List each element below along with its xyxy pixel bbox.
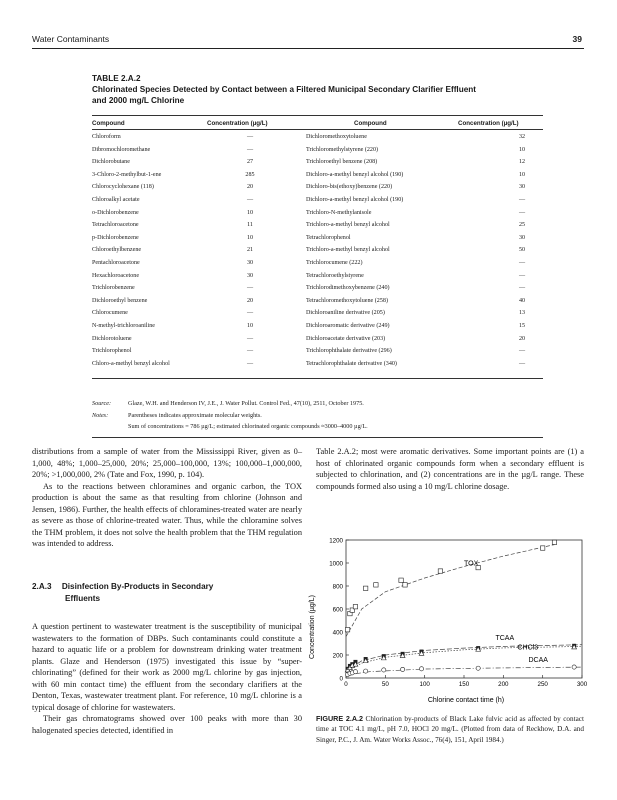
right-column	[316, 446, 584, 492]
table-row	[92, 247, 543, 260]
col-header-concentration-1: Concentration (µg/L)	[207, 120, 268, 127]
table-title-line1: Chlorinated Species Detected by Contact between a Filtered Municipal Secondary Clarifier Effluent	[92, 85, 476, 94]
data-point-dcaa	[419, 667, 423, 671]
table-cell-compound-b: Tetrachloromethoxytoluene (258)	[306, 297, 388, 304]
figure-label: FIGURE 2.A.2	[316, 714, 364, 723]
table-row	[92, 235, 543, 248]
data-point-dcaa	[476, 666, 480, 670]
table-cell-compound-b: Trichlorophthalate derivative (296)	[306, 348, 392, 355]
table-cell-concentration-a: —	[246, 335, 254, 342]
table-cell-compound-b: Trichlorocumene (222)	[306, 259, 363, 266]
x-tick-label: 100	[419, 681, 430, 688]
figure-caption-text: Chlorination by-products of Black Lake fulvic acid as affected by contact time at TOC 4.1 mg/L, pH 7.0, HOCl 20 mg/L. (Plotted from data of Reckhow, D.A. and Singer, P.C., J. Am. Water Works Assoc., 76(4), 151, April 1984.)	[316, 715, 584, 744]
table-cell-concentration-a: 10	[246, 209, 254, 216]
table-cell-compound-a: Dichloroethyl benzene	[92, 297, 148, 304]
table-cell-compound-b: Tetrachlorophthalate derivative (340)	[306, 360, 397, 367]
y-tick-label: 800	[332, 583, 343, 591]
table-row	[92, 285, 543, 298]
table-cell-compound-b: Dichloroacetate derivative (203)	[306, 335, 386, 342]
x-tick-label: 300	[576, 681, 588, 688]
table-cell-compound-a: Chloro-a-methyl benzyl alcohol	[92, 360, 170, 367]
table-cell-compound-a: N-methyl-trichloroaniline	[92, 322, 155, 329]
data-point-tox	[399, 578, 403, 582]
table-cell-compound-b: Trichlorodimethoxybenzene (240)	[306, 285, 390, 292]
table-row	[92, 260, 543, 273]
table-cell-compound-a: Chloroalkyl acetate	[92, 196, 140, 203]
series-line-tox	[346, 545, 555, 637]
table-bottom-rule	[92, 378, 543, 379]
running-header	[0, 0, 617, 58]
table-row	[92, 159, 543, 172]
table-row	[92, 134, 543, 147]
table-cell-concentration-b: 20	[518, 335, 526, 342]
figure-caption	[316, 714, 584, 745]
table-cell-compound-a: Chlorocyclohexane (118)	[92, 184, 154, 191]
source-label: Source:	[92, 400, 112, 407]
table-cell-concentration-b: —	[518, 348, 526, 355]
x-tick-label: 50	[381, 681, 389, 688]
left-para-1: distributions from a sample of water from the Mississippi River, given as 0–1,000, 48%; 1,000–25,000, 20%; 25,000–100,000, 13%; 100,000–1,000,000, 20%; >1,000,000, 2% (Tate and Fox, 1990, p. 104).	[32, 447, 302, 480]
table-cell-compound-a: Dichlorotoluene	[92, 335, 132, 342]
table-cell-concentration-b: —	[518, 285, 526, 292]
data-point-tox	[374, 583, 378, 587]
left-para-4: Their gas chromatograms showed over 100 peaks with more than 30 halogenated species detected, identified in	[32, 714, 302, 735]
table-cell-concentration-a: 30	[246, 259, 254, 266]
section-title-line1: Disinfection By-Products in Secondary	[61, 582, 214, 591]
table-title-line2: and 2000 mg/L Chlorine	[92, 95, 185, 105]
table-cell-concentration-a: —	[246, 348, 254, 355]
table-row	[92, 184, 543, 197]
table-cell-concentration-b: —	[518, 209, 526, 216]
table-row	[92, 298, 543, 311]
table-cell-concentration-a: —	[246, 310, 254, 317]
y-tick-label: 400	[332, 629, 343, 637]
running-title: Water Contaminants	[32, 34, 110, 44]
note-2: Sum of concentrations = 786 µg/L; estimated chlorinated organic compounds ≈3000–4000 µg/L.	[128, 423, 368, 430]
table-cell-compound-b: Trichloro-N-methylanisole	[306, 209, 372, 216]
table-cell-compound-a: Tetrachloroacetone	[92, 222, 139, 229]
page-number: 39	[572, 34, 582, 44]
table-cell-compound-b: Trichloroethyl benzene (208)	[306, 159, 378, 166]
right-para-1: Table 2.A.2; most were aromatic derivatives. Some important points are (1) a host of chlorinated organic compounds form when a secondary effluent is subjected to chlorination, and (2) concentrations are in the µg/L range. These compounds formed also using a 10 mg/L chlorine dosage.	[316, 447, 584, 491]
table-cell-compound-b: Dichloroaniline derivative (205)	[306, 310, 385, 317]
table-cell-concentration-a: —	[246, 285, 254, 292]
header-rule	[32, 48, 584, 49]
section-heading	[32, 581, 302, 605]
table-row	[92, 172, 543, 185]
table-cell-concentration-b: —	[518, 196, 526, 203]
table-row	[92, 197, 543, 210]
data-point-tox	[552, 540, 556, 544]
table-row	[92, 147, 543, 160]
col-header-compound-1: Compound	[92, 120, 125, 127]
table-row	[92, 348, 543, 361]
table-cell-compound-b: Trichloro-a-methyl benzyl alcohol	[306, 222, 390, 229]
table-cell-compound-b: Trichloro-a-methyl benzyl alcohol	[306, 247, 390, 254]
series-label-tcaa: TCAA	[495, 635, 515, 643]
table-cell-concentration-b: 13	[518, 310, 526, 317]
table-cell-concentration-a: 11	[247, 222, 253, 229]
table-cell-compound-a: Trichlorobenzene	[92, 285, 135, 292]
table-cell-compound-a: Pentachloroacetone	[92, 259, 140, 266]
table-cell-compound-a: Trichlorophenol	[92, 348, 132, 355]
table-row	[92, 310, 543, 323]
table-cell-compound-b: Dichloroaromatic derivative (249)	[306, 322, 390, 329]
table-cell-compound-b: Tetrachlorophenol	[306, 234, 351, 241]
table-cell-compound-a: 3-Chloro-2-methylbut-1-ene	[92, 171, 162, 178]
table-cell-compound-a: Chloroethylbenzene	[92, 247, 142, 254]
table-cell-concentration-b: 10	[518, 171, 526, 178]
y-axis-label: Concentration (µg/L)	[309, 595, 316, 659]
left-para-3: A question pertinent to wastewater treatment is the susceptibility of municipal wastewaters to the formation of DBPs. Such contaminants could constitute a hazard to aquatic life or a problem for downstream drinking water treatment plants. Glaze and Henderson (1975) investigated this issue by “super-chlorinating” (defined for their work as 2000 mg/L chlorine by gas injection, with 60 min contact time) the effluent from the secondary clarifiers at the Denton, Texas, wastewater treatment plant. For reference, 10 mg/L chlorine is a typical dosage of chlorine for wastewaters.	[32, 622, 302, 712]
table-cell-concentration-a: —	[246, 146, 254, 153]
table-cell-compound-a: Dibromochloromethane	[92, 146, 151, 153]
table-body	[92, 134, 543, 373]
table-cell-concentration-b: 32	[518, 134, 526, 140]
table-cell-concentration-a: 30	[246, 272, 254, 279]
table-cell-concentration-a: —	[246, 360, 254, 367]
notes-label: Notes:	[92, 411, 109, 419]
table-cell-concentration-b: 15	[518, 322, 526, 329]
left-column	[32, 446, 302, 550]
table-cell-compound-b: Dichloro-a-methyl benzyl alcohol (190)	[306, 171, 404, 178]
table-cell-concentration-a: 27	[246, 159, 254, 166]
figure-chart	[306, 528, 586, 708]
table-row	[92, 273, 543, 286]
table-cell-concentration-a: —	[246, 196, 254, 203]
note-1: Parentheses indicates approximate molecular weights.	[128, 411, 262, 419]
y-tick-label: 1200	[329, 537, 343, 545]
table-top-rule	[92, 115, 543, 116]
table-cell-concentration-b: 25	[518, 222, 526, 229]
data-point-dcaa	[572, 665, 576, 669]
table-cell-compound-b: Dichloro-bis(ethoxy)benzene (220)	[306, 184, 393, 191]
y-tick-label: 1000	[329, 560, 343, 568]
table-cell-compound-a: o-Dichlorobenzene	[92, 209, 139, 216]
x-tick-label: 200	[498, 681, 509, 688]
table-row	[92, 210, 543, 223]
table-row	[92, 222, 543, 235]
table-title	[92, 85, 543, 107]
table-cell-concentration-a: 21	[246, 247, 254, 254]
table-cell-concentration-a: 10	[246, 322, 254, 329]
table-row	[92, 361, 543, 374]
table-cell-compound-a: Dichlorobutane	[92, 159, 130, 166]
section-number: 2.A.3	[32, 582, 52, 591]
data-point-dcaa	[353, 670, 357, 674]
col-header-concentration-2: Concentration (µg/L)	[458, 120, 519, 127]
table-cell-concentration-b: 30	[518, 234, 526, 241]
data-point-tox	[353, 605, 357, 609]
y-tick-label: 600	[332, 606, 343, 614]
table-cell-compound-b: Dichloro-a-methyl benzyl alcohol (190)	[306, 196, 404, 203]
table-cell-concentration-b: 40	[518, 297, 526, 304]
table-row	[92, 336, 543, 349]
table-cell-compound-a: Hexachloroacetone	[92, 272, 140, 279]
table-cell-concentration-b: 50	[518, 247, 526, 254]
series-label-chcl3: CHCl3	[517, 644, 539, 652]
table-cell-concentration-b: 12	[518, 159, 526, 166]
table-cell-compound-a: Chlorocumene	[92, 310, 128, 317]
series-label-dcaa: DCAA	[528, 656, 548, 664]
table-cell-concentration-a: 20	[246, 297, 254, 304]
table-cell-concentration-b: 10	[518, 146, 526, 153]
x-tick-label: 0	[344, 681, 348, 688]
data-point-tox	[363, 586, 367, 590]
table-cell-compound-b: Trichloromethylstyrene (220)	[306, 146, 379, 153]
data-point-dcaa	[382, 668, 386, 672]
table-end-rule	[92, 437, 543, 438]
data-point-dcaa	[401, 667, 405, 671]
table-2a2	[92, 74, 543, 430]
left-para-2: As to the reactions between chloramines and organic carbon, the TOX production is about the same as that resulting from chlorine (Johnson and Jensen, 1986). Further, the health effects of chloramines-treated water are nearly as severe as those of chlorine-treated water. Thus, while the chloramine solves the THM problem, it does not solve the health problem that the THM regulation was intended to address.	[32, 481, 302, 549]
table-cell-concentration-a: 10	[246, 234, 254, 241]
data-point-tox	[345, 628, 349, 632]
table-cell-concentration-b: —	[518, 259, 526, 266]
table-notes	[92, 398, 543, 433]
table-label: TABLE 2.A.2	[92, 74, 141, 83]
table-cell-concentration-a: —	[246, 134, 254, 140]
x-axis-label: Chlorine contact time (h)	[427, 697, 505, 704]
source-text: Glaze, W.H. and Henderson IV, J.E., J. Water Pollut. Control Fed., 47(10), 2511, October 1975.	[128, 400, 364, 407]
table-cell-concentration-b: —	[518, 360, 526, 367]
table-cell-compound-a: p-Dichlorobenzene	[92, 234, 139, 241]
section-heading-line1	[32, 581, 302, 593]
table-row	[92, 323, 543, 336]
x-tick-label: 150	[458, 681, 470, 688]
series-label-tox: TOX	[464, 560, 479, 568]
data-point-tox	[438, 569, 442, 573]
table-header-rule	[92, 129, 543, 130]
data-point-tox	[403, 583, 407, 587]
section-title-line2: Effluents	[65, 594, 101, 603]
table-cell-concentration-a: 285	[245, 171, 255, 178]
table-cell-concentration-a: 20	[246, 184, 254, 191]
table-cell-concentration-b: —	[518, 272, 526, 279]
left-column-lower	[32, 621, 302, 736]
series-line-dcaa	[346, 667, 582, 675]
y-tick-label: 200	[332, 652, 343, 660]
y-tick-label: 0	[339, 675, 343, 683]
table-cell-compound-b: Tetrachloroethylstyrene	[306, 272, 364, 279]
data-point-tox	[540, 546, 544, 550]
x-tick-label: 250	[537, 681, 548, 688]
table-cell-concentration-b: 30	[518, 184, 526, 191]
table-cell-compound-a: Chloroform	[92, 134, 121, 140]
table-cell-compound-b: Dichloromethoxytoluene	[306, 134, 367, 140]
col-header-compound-2: Compound	[354, 120, 387, 127]
data-point-dcaa	[364, 669, 368, 673]
